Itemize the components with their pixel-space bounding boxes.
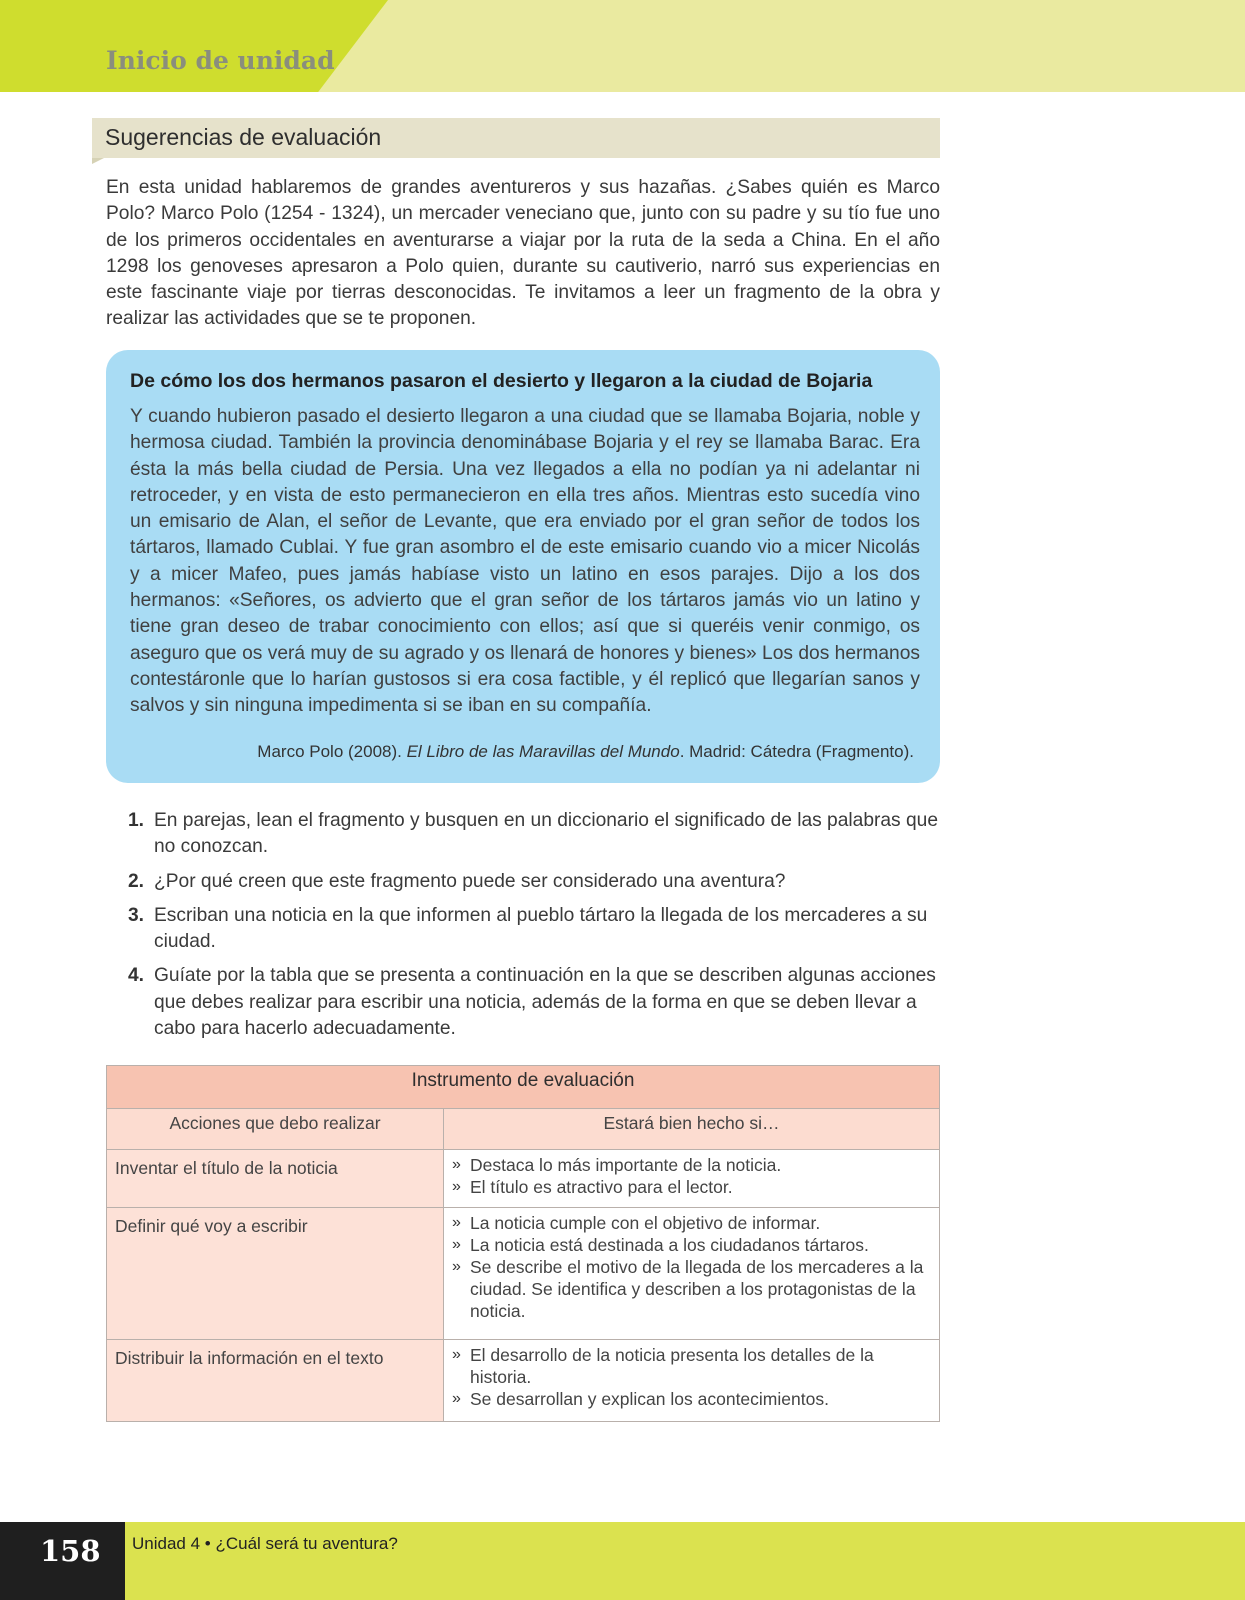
criteria-cell <box>444 1150 940 1208</box>
question-item <box>118 963 940 1042</box>
unit-title: Unidad 4 • ¿Cuál será tu aventura? <box>132 1534 398 1553</box>
evaluation-table <box>106 1065 940 1422</box>
criteria-item <box>452 1176 931 1198</box>
criteria-text: El título es atractivo para el lector. <box>470 1177 733 1197</box>
table-caption-row <box>107 1066 940 1109</box>
question-item <box>118 808 940 861</box>
question-list <box>118 808 940 1050</box>
section-heading-accent <box>92 158 104 164</box>
bullet-icon: » <box>452 1178 461 1195</box>
column-header-criteria: Estará bien hecho si… <box>444 1109 940 1150</box>
reading-body: Y cuando hubieron pasado el desierto llegaron a una ciudad que se llamaba Bojaria, noble y hermosa ciudad. También la provincia denominábase Bojaria y el rey se llamaba Barac. Era ésta la más bella ciudad de Persia. Una vez llegados a ella no podían ya ni adelantar ni retroceder, y en vista de esto permanecieron en ella tres años. Mientras esto sucedía vino un emisario de Alan, el señor de Levante, que era enviado por el gran señor de todos los tártaros, llamado Cublai. Y fue gran asombro el de este emisario cuando vio a micer Nicolás y a micer Mafeo, pues jamás habíase visto un latino en esos parajes. Dijo a los dos hermanos: «Señores, os advierto que el gran señor de los tártaros jamás vio un latino y tiene gran deseo de trabar conocimiento con ellos; así que si queréis venir conmigo, os aseguro que os verá muy de su agrado y os llenará de honores y bienes» Los dos hermanos contestáronle que lo harían gustosos si era cosa factible, y él replicó que llegarían sanos y salvos y sin ninguna impedimenta si se iban en su compañía. <box>130 406 920 717</box>
citation-author: Marco Polo (2008). <box>257 742 407 761</box>
section-title: Sugerencias de evaluación <box>105 124 382 150</box>
question-text: Guíate por la tabla que se presenta a continuación en la que se describen algunas acciones que debes realizar para escribir una noticia, además de la forma en que se deben llevar a cabo para hacerlo adecuadamente. <box>154 965 936 1040</box>
criteria-text: Destaca lo más importante de la noticia. <box>470 1155 782 1175</box>
table-row <box>107 1208 940 1340</box>
question-item <box>118 903 940 956</box>
reading-box <box>106 350 940 783</box>
criteria-cell <box>444 1340 940 1422</box>
reading-citation <box>257 742 914 762</box>
intro-paragraph: En esta unidad hablaremos de grandes aventureros y sus hazañas. ¿Sabes quién es Marco Polo? Marco Polo (1254 - 1324), un mercader veneciano que, junto con su padre y su tío fue uno de los primeros occidentales en aventurarse a viajar por la ruta de la seda a China. En el año 1298 los genoveses apresaron a Polo quien, durante su cautiverio, narró sus experiencias en este fascinante viaje por tierras desconocidas. Te invitamos a leer un fragmento de la obra y realizar las actividades que se te proponen. <box>106 177 940 330</box>
criteria-text: La noticia cumple con el objetivo de informar. <box>470 1213 821 1233</box>
question-item <box>118 869 940 895</box>
question-text: En parejas, lean el fragmento y busquen en un diccionario el significado de las palabras que no conozcan. <box>154 810 938 858</box>
question-number: 4. <box>128 965 145 987</box>
criteria-item <box>452 1234 931 1256</box>
bullet-icon: » <box>452 1156 461 1173</box>
table-row <box>107 1340 940 1422</box>
bullet-icon: » <box>452 1236 461 1253</box>
question-number: 3. <box>128 904 145 926</box>
action-cell: Distribuir la información en el texto <box>107 1340 444 1422</box>
criteria-item <box>452 1256 931 1322</box>
action-cell: Definir qué voy a escribir <box>107 1208 444 1340</box>
table-row <box>107 1150 940 1208</box>
citation-work: El Libro de las Maravillas del Mundo <box>406 742 680 761</box>
criteria-item <box>452 1154 931 1176</box>
bullet-icon: » <box>452 1258 461 1275</box>
table-caption: Instrumento de evaluación <box>107 1066 940 1109</box>
criteria-cell <box>444 1208 940 1340</box>
criteria-item <box>452 1388 931 1410</box>
header-title: Inicio de unidad <box>106 46 335 75</box>
criteria-text: El desarrollo de la noticia presenta los detalles de la historia. <box>470 1345 874 1387</box>
page-footer <box>0 1522 1245 1600</box>
section-heading <box>92 118 940 158</box>
question-text: ¿Por qué creen que este fragmento puede ser considerado una aventura? <box>154 870 786 892</box>
action-cell: Inventar el título de la noticia <box>107 1150 444 1208</box>
column-header-actions: Acciones que debo realizar <box>107 1109 444 1150</box>
question-number: 1. <box>128 810 145 831</box>
reading-title: De cómo los dos hermanos pasaron el desierto y llegaron a la ciudad de Bojaria <box>130 370 873 392</box>
citation-rest: . Madrid: Cátedra (Fragmento). <box>679 742 914 761</box>
criteria-text: La noticia está destinada a los ciudadanos tártaros. <box>470 1235 869 1255</box>
table-header-row <box>107 1109 940 1150</box>
criteria-item <box>452 1344 931 1388</box>
bullet-icon: » <box>452 1390 461 1407</box>
page-header <box>0 0 1245 92</box>
bullet-icon: » <box>452 1214 461 1231</box>
question-number: 2. <box>128 870 145 892</box>
page-number: 158 <box>0 1522 125 1600</box>
question-text: Escriban una noticia en la que informen al pueblo tártaro la llegada de los mercaderes a su ciudad. <box>154 904 928 953</box>
bullet-icon: » <box>452 1346 461 1363</box>
criteria-text: Se desarrollan y explican los acontecimientos. <box>470 1389 829 1409</box>
criteria-item <box>452 1212 931 1234</box>
criteria-text: Se describe el motivo de la llegada de los mercaderes a la ciudad. Se identifica y describen a los protagonistas de la noticia. <box>470 1257 924 1321</box>
